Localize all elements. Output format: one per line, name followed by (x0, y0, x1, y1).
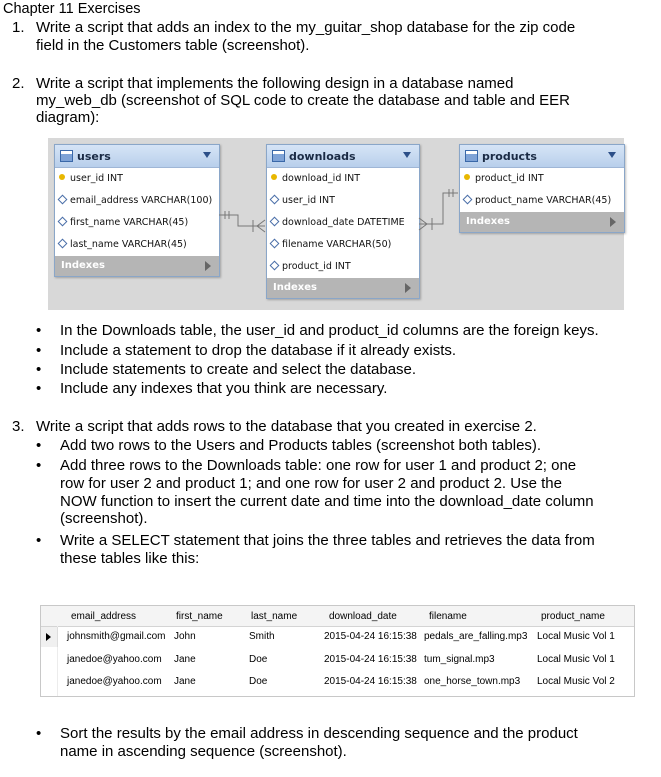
bullet-text: Include a statement to drop the database if it already exists. (60, 342, 457, 359)
table-row[interactable] (41, 650, 634, 670)
bullet-text: Sort the results by the email address in descending sequence and the product (60, 725, 578, 742)
bullet-dot: • (36, 361, 42, 378)
exercise-2-line-2: my_web_db (screenshot of SQL code to create the database and table and EER (36, 92, 570, 109)
column-header[interactable]: product_name (541, 611, 605, 622)
indexes-label: Indexes (466, 216, 510, 227)
bullet-dot: • (36, 532, 42, 549)
cell-product-name[interactable]: Local Music Vol 1 (537, 631, 615, 642)
cell-download-date[interactable]: 2015-04-24 16:15:38 (324, 654, 417, 665)
bullet-text: Include any indexes that you think are necessary. (60, 380, 388, 397)
column-header[interactable]: first_name (176, 611, 223, 622)
cell-first-name[interactable]: John (174, 631, 196, 642)
bullet-text: Add two rows to the Users and Products tables (screenshot both tables). (60, 437, 542, 454)
column-label: filename VARCHAR(50) (282, 239, 392, 250)
cell-filename[interactable]: tum_signal.mp3 (424, 654, 495, 665)
cell-email[interactable]: janedoe@yahoo.com (67, 654, 162, 665)
result-grid[interactable] (40, 605, 635, 697)
indexes-label: Indexes (61, 260, 105, 271)
column-label: product_name VARCHAR(45) (475, 195, 612, 206)
bullet-text-continued: NOW function to insert the current date and time into the download_date column (60, 493, 594, 510)
column-header[interactable]: download_date (329, 611, 397, 622)
bullet-text: In the Downloads table, the user_id and product_id columns are the foreign keys. (60, 322, 599, 339)
column-header[interactable]: last_name (251, 611, 298, 622)
bullet-text-continued: row for user 2 and product 1; and one row for user 2 and product 2. Use the (60, 475, 562, 492)
cell-last-name[interactable]: Doe (249, 654, 268, 665)
cell-filename[interactable]: one_horse_town.mp3 (424, 676, 521, 687)
bullet-dot: • (36, 380, 42, 397)
cell-first-name[interactable]: Jane (174, 676, 196, 687)
exercise-2-line-1: Write a script that implements the following design in a database named (36, 75, 514, 92)
products-table-name: products (482, 150, 537, 163)
exercise-3-number: 3. (12, 418, 25, 435)
exercise-3-line-1: Write a script that adds rows to the database that you created in exercise 2. (36, 418, 537, 435)
exercise-1-line-2: field in the Customers table (screenshot). (36, 37, 310, 54)
bullet-text-continued: these tables like this: (60, 550, 200, 567)
bullet-text: Include statements to create and select the database. (60, 361, 417, 378)
bullet-text-continued: (screenshot). (60, 510, 148, 527)
bullet-dot: • (36, 457, 42, 474)
bullet-dot: • (36, 437, 42, 454)
indexes-label: Indexes (273, 282, 317, 293)
column-header[interactable]: email_address (71, 611, 137, 622)
users-downloads-relationship[interactable] (219, 215, 265, 226)
bullet-text: Add three rows to the Downloads table: one row for user 1 and product 2; one (60, 457, 577, 474)
eer-diagram (48, 138, 624, 310)
row-selector[interactable] (41, 627, 58, 647)
relationship-lines (48, 138, 624, 310)
page-title: Chapter 11 Exercises (3, 1, 141, 17)
column-header[interactable]: filename (429, 611, 467, 622)
exercise-1-number: 1. (12, 19, 25, 36)
column-label: product_id INT (282, 261, 351, 272)
cell-product-name[interactable]: Local Music Vol 1 (537, 654, 615, 665)
column-label: first_name VARCHAR(45) (70, 217, 189, 228)
exercise-2-number: 2. (12, 75, 25, 92)
users-table-name: users (77, 150, 111, 163)
bullet-text: Write a SELECT statement that joins the three tables and retrieves the data from (60, 532, 595, 549)
column-label: user_id INT (282, 195, 335, 206)
downloads-products-relationship[interactable] (419, 193, 458, 224)
column-label: last_name VARCHAR(45) (70, 239, 187, 250)
exercise-1-line-1: Write a script that adds an index to the my_guitar_shop database for the zip code (36, 19, 576, 36)
cell-filename[interactable]: pedals_are_falling.mp3 (424, 631, 528, 642)
cell-email[interactable]: janedoe@yahoo.com (67, 676, 162, 687)
downloads-table-name: downloads (289, 150, 356, 163)
exercise-2-line-3: diagram): (36, 109, 100, 126)
cell-first-name[interactable]: Jane (174, 654, 196, 665)
bullet-dot: • (36, 725, 42, 742)
table-row[interactable] (41, 627, 634, 647)
column-label: product_id INT (475, 173, 544, 184)
cell-last-name[interactable]: Doe (249, 676, 268, 687)
table-row[interactable] (41, 672, 634, 692)
cell-download-date[interactable]: 2015-04-24 16:15:38 (324, 676, 417, 687)
bullet-text-continued: name in ascending sequence (screenshot). (60, 743, 347, 760)
column-label: download_id INT (282, 173, 361, 184)
bullet-dot: • (36, 322, 42, 339)
bullet-dot: • (36, 342, 42, 359)
cell-download-date[interactable]: 2015-04-24 16:15:38 (324, 631, 417, 642)
column-label: user_id INT (70, 173, 123, 184)
cell-email[interactable]: johnsmith@gmail.com (67, 631, 166, 642)
column-label: download_date DATETIME (282, 217, 405, 228)
cell-product-name[interactable]: Local Music Vol 2 (537, 676, 615, 687)
cell-last-name[interactable]: Smith (249, 631, 275, 642)
row-pointer-icon (46, 633, 51, 641)
column-label: email_address VARCHAR(100) (70, 195, 213, 206)
